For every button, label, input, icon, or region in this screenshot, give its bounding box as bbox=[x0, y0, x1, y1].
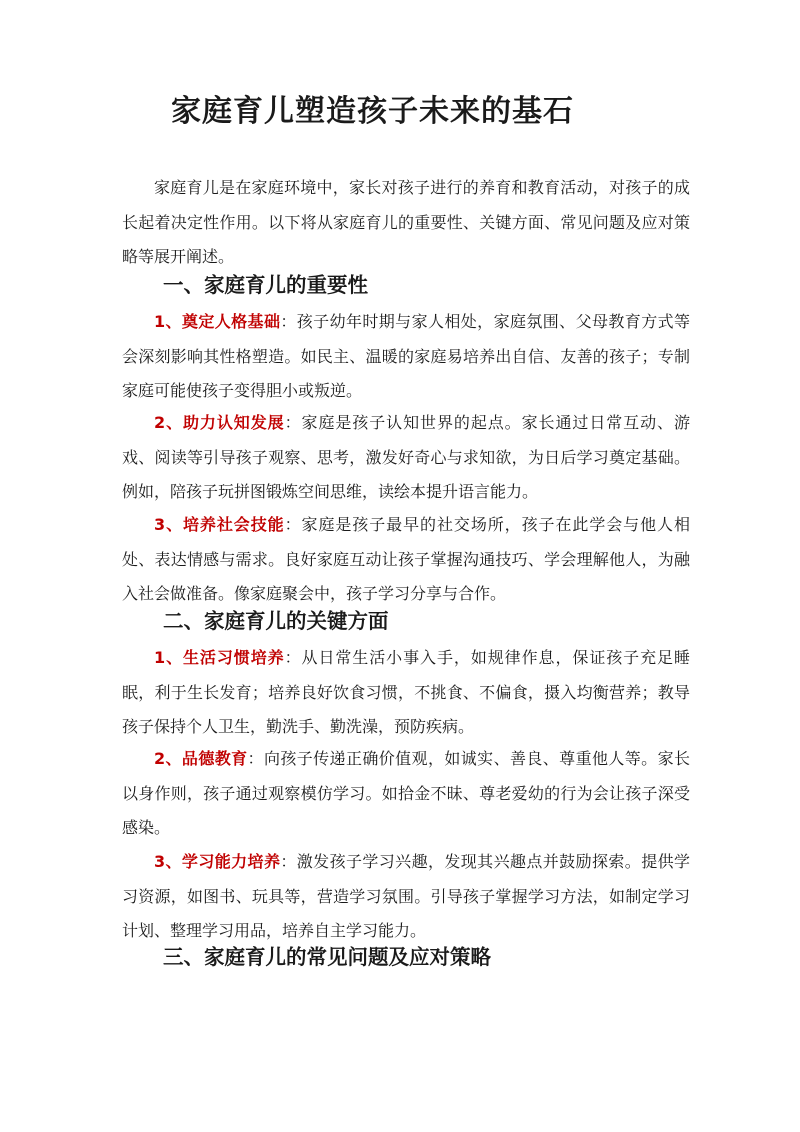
item-learning-ability bbox=[122, 845, 690, 949]
item-text: ：孩子幼年时期与家人相处，家庭氛围、父母教育方式等会深刻影响其性格塑造。如民主、温暖的家庭易培养出自信、友善的孩子；专制家庭可能使孩子变得胆小或叛逆。 bbox=[122, 312, 690, 400]
item-text: ：家庭是孩子最早的社交场所，孩子在此学会与他人相处、表达情感与需求。良好家庭互动让孩子掌握沟通技巧、学会理解他人，为融入社会做准备。像家庭聚会中，孩子学习分享与合作。 bbox=[122, 515, 690, 603]
item-text: ：向孩子传递正确价值观，如诚实、善良、尊重他人等。家长以身作则，孩子通过观察模仿学习。如拾金不昧、尊老爱幼的行为会让孩子深受感染。 bbox=[122, 749, 690, 837]
item-social-skills bbox=[122, 508, 690, 612]
section-heading-key-aspects: 二、家庭育儿的关键方面 bbox=[163, 609, 389, 633]
item-moral-education bbox=[122, 742, 690, 846]
item-text: ：从日常生活小事入手，如规律作息，保证孩子充足睡眠，利于生长发育；培养良好饮食习惯，不挑食、不偏食，摄入均衡营养；教导孩子保持个人卫生，勤洗手、勤洗澡，预防疾病。 bbox=[122, 648, 690, 736]
item-cognitive-development bbox=[122, 406, 690, 510]
intro-paragraph: 家庭育儿是在家庭环境中，家长对孩子进行的养育和教育活动，对孩子的成长起着决定性作用。以下将从家庭育儿的重要性、关键方面、常见问题及应对策略等展开阐述。 bbox=[122, 178, 690, 266]
item-life-habits bbox=[122, 641, 690, 745]
item-label: 3、培养社会技能 bbox=[154, 515, 285, 534]
item-personality-foundation bbox=[122, 305, 690, 409]
document-title: 家庭育儿塑造孩子未来的基石 bbox=[171, 94, 574, 129]
item-label: 2、助力认知发展 bbox=[154, 413, 285, 432]
section-heading-importance: 一、家庭育儿的重要性 bbox=[163, 273, 368, 297]
item-label: 1、奠定人格基础 bbox=[154, 312, 281, 331]
item-label: 3、学习能力培养 bbox=[154, 852, 281, 871]
item-text: ：激发孩子学习兴趣，发现其兴趣点并鼓励探索。提供学习资源，如图书、玩具等，营造学习氛围。引导孩子掌握学习方法，如制定学习计划、整理学习用品，培养自主学习能力。 bbox=[122, 852, 690, 940]
item-text: ：家庭是孩子认知世界的起点。家长通过日常互动、游戏、阅读等引导孩子观察、思考，激发好奇心与求知欲，为日后学习奠定基础。例如，陪孩子玩拼图锻炼空间思维，读绘本提升语言能力。 bbox=[122, 413, 690, 501]
item-label: 1、生活习惯培养 bbox=[154, 648, 285, 667]
section-heading-common-problems: 三、家庭育儿的常见问题及应对策略 bbox=[163, 945, 491, 969]
item-label: 2、品德教育 bbox=[154, 749, 248, 768]
